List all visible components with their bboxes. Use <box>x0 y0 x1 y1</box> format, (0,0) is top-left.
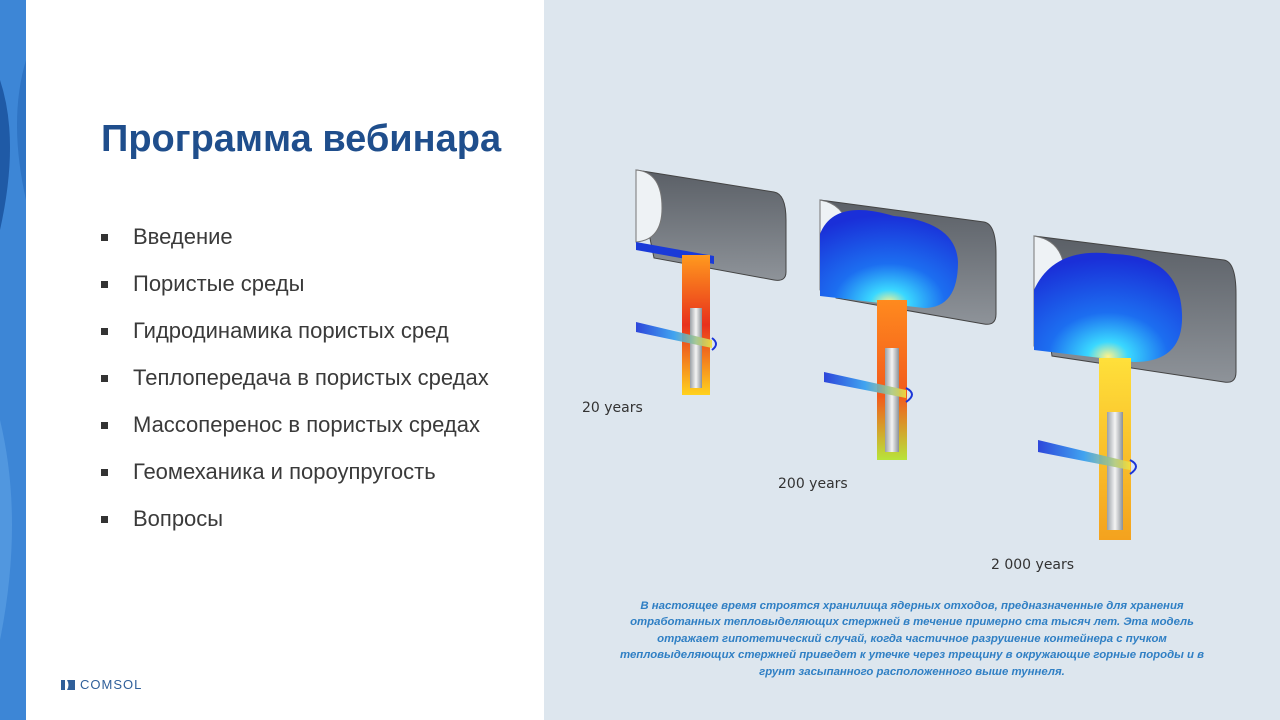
agenda-list <box>101 222 531 551</box>
model-20-years <box>636 170 786 395</box>
bullet-icon <box>101 516 108 523</box>
agenda-item-label: Теплопередача в пористых средах <box>133 365 489 390</box>
agenda-item-label: Введение <box>133 224 233 249</box>
comsol-logo-icon <box>60 679 76 691</box>
model-200-years <box>820 200 996 460</box>
model-2000-years <box>1034 236 1236 540</box>
bullet-icon <box>101 281 108 288</box>
repository-simulation-figure <box>544 150 1244 580</box>
comsol-logo-text: COMSOL <box>80 677 143 692</box>
comsol-logo <box>60 677 142 692</box>
agenda-item <box>101 316 531 346</box>
figure-caption: В настоящее время строятся хранилища ядерных отходов, предназначенные для хранения отработанных тепловыделяющих стержней в течение примерно ста тысяч лет. Эта модель отражает гипотетический случай, когда частичное разрушение контейнера с пучком тепловыделяющих стержней приведет к утечке через трещину в окружающие горные породы и в грунт засыпанного расположенного выше туннеля. <box>619 600 1205 678</box>
agenda-item <box>101 410 531 440</box>
agenda-item-label: Геомеханика и пороупругость <box>133 459 436 484</box>
agenda-item-label: Вопросы <box>133 506 224 531</box>
agenda-item <box>101 457 531 487</box>
agenda-item-label: Пористые среды <box>133 271 305 296</box>
bullet-icon <box>101 328 108 335</box>
bullet-icon <box>101 375 108 382</box>
bullet-icon <box>101 469 108 476</box>
agenda-item <box>101 269 531 299</box>
figure-label-20-years: 20 years <box>582 400 643 416</box>
agenda-item-label: Гидродинамика пористых сред <box>133 318 449 343</box>
figure-label-2000-years: 2 000 years <box>991 557 1075 573</box>
agenda-item <box>101 363 531 393</box>
left-accent-strip <box>0 0 26 720</box>
agenda-item <box>101 504 531 534</box>
agenda-item-label: Массоперенос в пористых средах <box>133 412 480 437</box>
bullet-icon <box>101 422 108 429</box>
figure-label-200-years: 200 years <box>778 476 848 492</box>
bullet-icon <box>101 234 108 241</box>
agenda-item <box>101 222 531 252</box>
slide-title: Программа вебинара <box>101 118 502 160</box>
